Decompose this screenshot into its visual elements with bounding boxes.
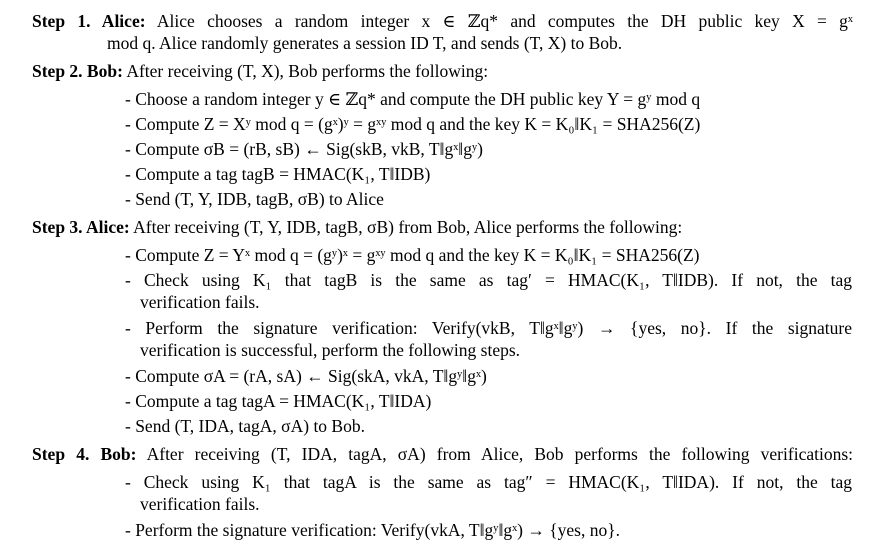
step-4-item-2: - Perform the signature verification: Verify(vkA, T‖gʸ‖gˣ) → {yes, no}. <box>125 520 621 540</box>
step-2-item-3: - Compute σB = (rB, sB) ← Sig(skB, vkB, T‖gˣ‖gʸ) <box>125 139 483 159</box>
step-3-item-5: - Compute a tag tagA = HMAC(K₁, T‖IDA) <box>125 391 432 411</box>
step-2-item-2: - Compute Z = Xʸ mod q = (gˣ)ʸ = gˣʸ mod q and the key K = K₀‖K₁ = SHA256(Z) <box>125 114 701 134</box>
step-4-item-1-line-1: - Check using K₁ that tagA is the same as tag″ = HMAC(K₁, T‖IDA). If not, the tag <box>125 472 852 492</box>
step-3-item-2-line-1: - Check using K₁ that tagB is the same as tag′ = HMAC(K₁, T‖IDB). If not, the tag <box>125 270 852 290</box>
step-3-item-6: - Send (T, IDA, tagA, σA) to Bob. <box>125 416 365 436</box>
step-2-item-4: - Compute a tag tagB = HMAC(K₁, T‖IDB) <box>125 164 431 184</box>
step-3-item-1: - Compute Z = Yˣ mod q = (gʸ)ˣ = gˣʸ mod q and the key K = K₀‖K₁ = SHA256(Z) <box>125 245 700 265</box>
step-3-item-3-line-1: - Perform the signature verification: Verify(vkB, T‖gˣ‖gʸ) → {yes, no}. If the signature <box>125 318 852 338</box>
step-2-item-5: - Send (T, Y, IDB, tagB, σB) to Alice <box>125 189 384 209</box>
step-2-heading: Step 2. Bob: After receiving (T, X), Bob performs the following: <box>32 61 489 81</box>
step-1-line-1: Step 1. Alice: Alice chooses a random integer x ∈ ℤq* and computes the DH public key X = gˣ <box>32 11 853 31</box>
step-2-item-1: - Choose a random integer y ∈ ℤq* and compute the DH public key Y = gʸ mod q <box>125 89 701 109</box>
step-3-item-2-line-2: verification fails. <box>140 292 260 312</box>
step-1-line-2: mod q. Alice randomly generates a session ID T, and sends (T, X) to Bob. <box>107 33 623 53</box>
step-4-heading: Step 4. Bob: After receiving (T, IDA, tagA, σA) from Alice, Bob performs the following verifications: <box>32 444 853 464</box>
step-3-item-4: - Compute σA = (rA, sA) ← Sig(skA, vkA, T‖gʸ‖gˣ) <box>125 366 487 386</box>
step-4-item-1-line-2: verification fails. <box>140 494 260 514</box>
step-3-item-3-line-2: verification is successful, perform the following steps. <box>140 340 521 360</box>
step-3-heading: Step 3. Alice: After receiving (T, Y, IDB, tagB, σB) from Bob, Alice performs the following: <box>32 217 683 237</box>
